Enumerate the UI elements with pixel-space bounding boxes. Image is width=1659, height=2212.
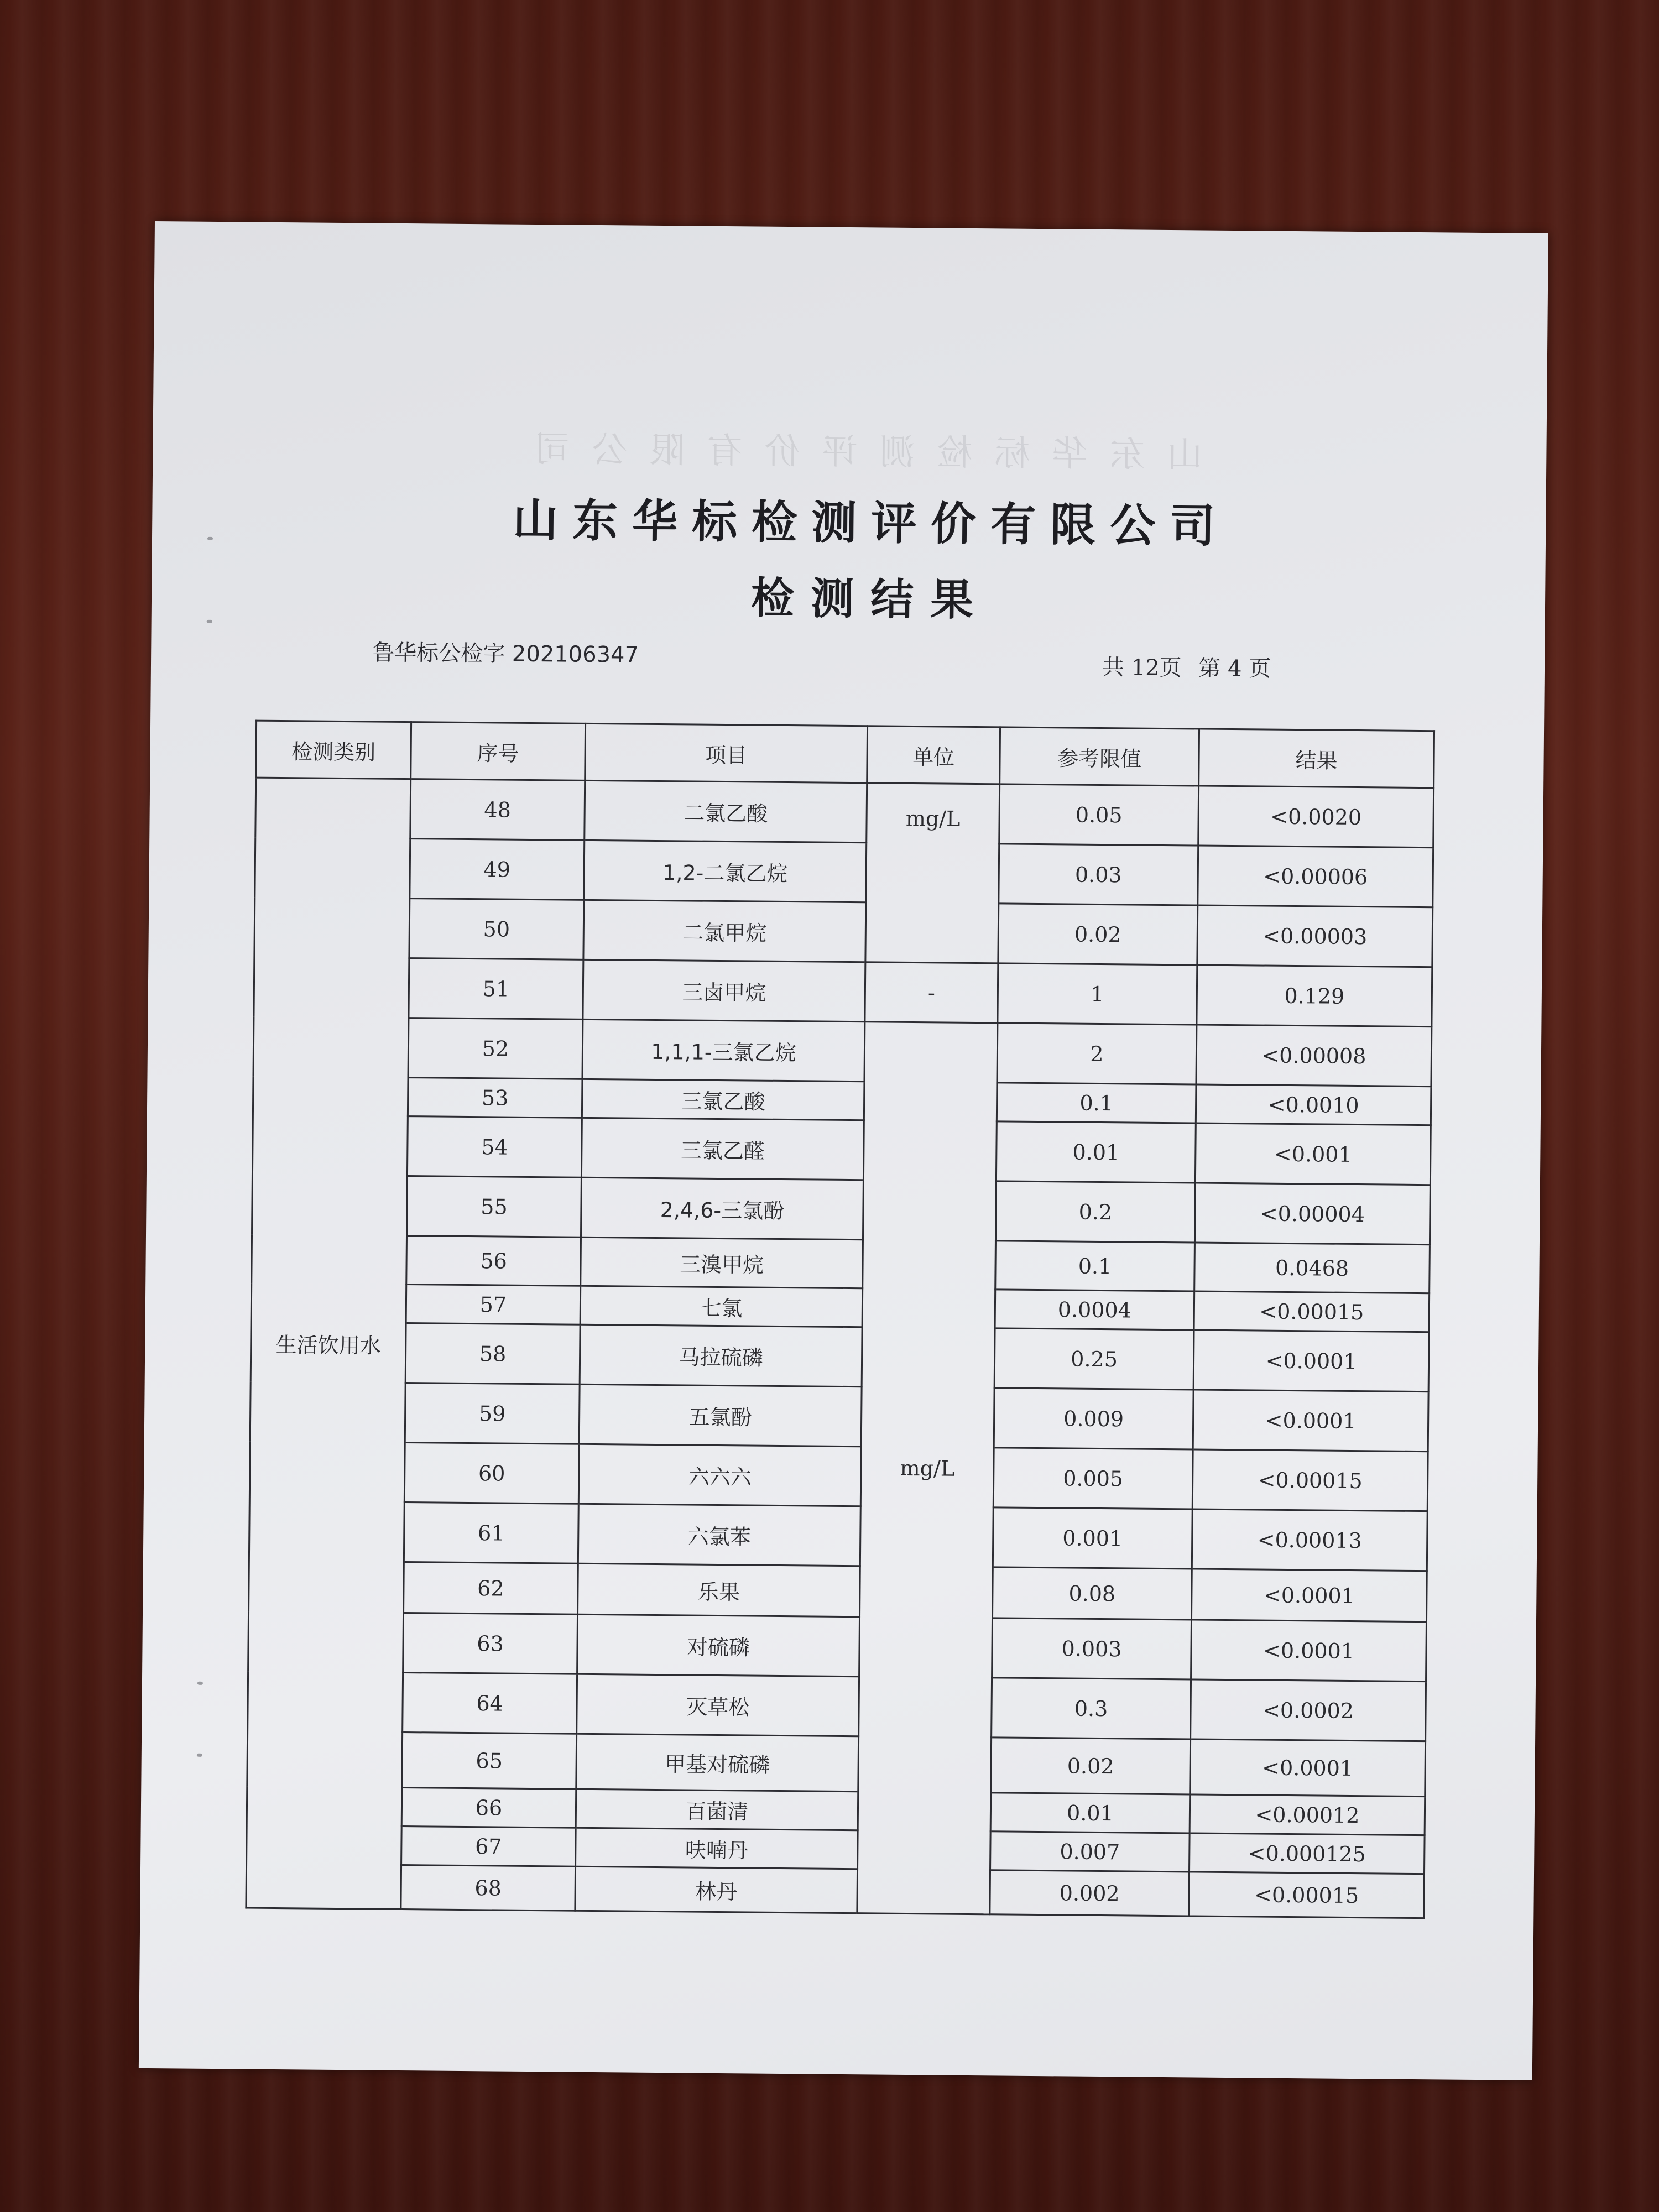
seq-cell: 68 bbox=[401, 1865, 576, 1911]
seq-cell: 64 bbox=[403, 1673, 577, 1734]
limit-cell: 0.1 bbox=[997, 1083, 1196, 1123]
results-table bbox=[245, 720, 1435, 1919]
table-row bbox=[247, 1731, 1426, 1797]
table-row bbox=[254, 957, 1432, 1027]
item-cell: 1,2-二氯乙烷 bbox=[584, 840, 867, 902]
item-cell: 六六六 bbox=[578, 1444, 861, 1506]
item-cell: 马拉硫磷 bbox=[580, 1324, 862, 1386]
page-info bbox=[1102, 650, 1281, 683]
company-title: 山东华标检测评价有限公司 bbox=[512, 494, 1230, 553]
punch-hole bbox=[207, 537, 213, 540]
category-cell: 生活饮用水 bbox=[246, 778, 411, 1909]
limit-cell: 0.001 bbox=[993, 1507, 1192, 1569]
punch-hole bbox=[197, 1754, 202, 1757]
report-number: 鲁华标公检字 202106347 bbox=[372, 640, 639, 668]
limit-cell: 0.02 bbox=[991, 1738, 1191, 1794]
table-row bbox=[248, 1611, 1427, 1682]
limit-cell: 0.002 bbox=[990, 1870, 1190, 1916]
item-cell: 百菌清 bbox=[576, 1789, 858, 1830]
header-item: 项目 bbox=[585, 723, 868, 782]
seq-cell: 63 bbox=[403, 1613, 578, 1674]
seq-cell: 61 bbox=[404, 1503, 578, 1564]
limit-cell: 0.005 bbox=[993, 1448, 1193, 1509]
result-cell: <0.00003 bbox=[1197, 905, 1433, 967]
limit-cell: 0.007 bbox=[990, 1832, 1190, 1872]
result-cell: <0.00013 bbox=[1192, 1509, 1427, 1571]
item-cell: 三氯乙酸 bbox=[582, 1079, 864, 1120]
limit-cell: 0.2 bbox=[995, 1181, 1195, 1243]
result-cell: <0.0002 bbox=[1191, 1679, 1426, 1741]
limit-cell: 0.08 bbox=[993, 1567, 1192, 1620]
limit-cell: 2 bbox=[997, 1023, 1197, 1084]
header-unit: 单位 bbox=[867, 726, 1000, 784]
result-cell: <0.0001 bbox=[1190, 1739, 1426, 1797]
result-cell: <0.0020 bbox=[1198, 786, 1434, 848]
result-cell: 0.129 bbox=[1197, 965, 1432, 1027]
result-cell: <0.00015 bbox=[1189, 1872, 1425, 1918]
item-cell: 对硫磷 bbox=[577, 1614, 860, 1676]
table-row bbox=[253, 1016, 1432, 1087]
limit-cell: 0.009 bbox=[994, 1388, 1193, 1449]
table-row bbox=[255, 837, 1433, 907]
item-cell: 六氯苯 bbox=[578, 1504, 860, 1566]
item-cell: 甲基对硫磷 bbox=[576, 1734, 859, 1791]
item-cell: 林丹 bbox=[575, 1866, 858, 1913]
seq-cell: 56 bbox=[406, 1236, 581, 1286]
seq-cell: 49 bbox=[410, 839, 585, 900]
page-total: 共 12页 bbox=[1102, 654, 1182, 681]
item-cell: 二氯甲烷 bbox=[583, 900, 866, 962]
report-title: 检测结果 bbox=[750, 573, 990, 626]
result-cell: <0.00012 bbox=[1190, 1794, 1425, 1835]
result-cell: <0.0001 bbox=[1193, 1330, 1429, 1392]
table-row bbox=[248, 1671, 1426, 1741]
limit-cell: 0.003 bbox=[992, 1618, 1192, 1679]
limit-cell: 0.1 bbox=[995, 1241, 1195, 1291]
item-cell: 1,1,1-三氯乙烷 bbox=[582, 1019, 865, 1081]
result-cell: <0.0001 bbox=[1191, 1620, 1427, 1682]
item-cell: 七氯 bbox=[580, 1286, 863, 1327]
table-header-row bbox=[256, 721, 1434, 788]
header-category: 检测类别 bbox=[256, 721, 411, 779]
item-cell: 呋喃丹 bbox=[576, 1828, 858, 1869]
punch-hole bbox=[197, 1682, 203, 1685]
seq-cell: 60 bbox=[404, 1443, 579, 1504]
seq-cell: 52 bbox=[408, 1018, 583, 1079]
table-row bbox=[249, 1441, 1428, 1511]
table-row bbox=[252, 1175, 1431, 1245]
item-cell: 2,4,6-三氯酚 bbox=[581, 1177, 863, 1239]
seq-cell: 66 bbox=[401, 1788, 576, 1828]
report-page bbox=[139, 221, 1548, 2080]
limit-cell: 0.0004 bbox=[995, 1290, 1194, 1330]
item-cell: 三溴甲烷 bbox=[581, 1237, 863, 1288]
item-cell: 灭草松 bbox=[577, 1674, 859, 1736]
result-cell: <0.0001 bbox=[1192, 1569, 1427, 1622]
page-current: 第 4 页 bbox=[1198, 655, 1271, 682]
header-result: 结果 bbox=[1199, 729, 1434, 788]
seq-cell: 53 bbox=[408, 1078, 582, 1118]
result-cell: <0.00008 bbox=[1196, 1025, 1432, 1087]
seq-cell: 54 bbox=[407, 1117, 582, 1178]
limit-cell: 0.01 bbox=[996, 1121, 1196, 1183]
result-cell: <0.0010 bbox=[1196, 1084, 1431, 1125]
seq-cell: 59 bbox=[405, 1383, 580, 1444]
result-cell: <0.00015 bbox=[1194, 1291, 1430, 1332]
result-cell: <0.001 bbox=[1195, 1123, 1431, 1185]
item-cell: 三氯乙醛 bbox=[581, 1118, 864, 1180]
seq-cell: 51 bbox=[409, 958, 583, 1020]
header-seq: 序号 bbox=[411, 722, 586, 781]
bleed-through-text: 山东华标检测评价有限公司 bbox=[512, 429, 1203, 476]
table-row bbox=[252, 1115, 1431, 1185]
limit-cell: 0.03 bbox=[999, 844, 1198, 905]
result-cell: <0.0001 bbox=[1193, 1390, 1428, 1452]
limit-cell: 0.25 bbox=[994, 1328, 1194, 1390]
table-row bbox=[255, 778, 1434, 848]
item-cell: 三卤甲烷 bbox=[583, 959, 865, 1021]
seq-cell: 48 bbox=[410, 779, 585, 841]
table-body bbox=[246, 778, 1434, 1918]
item-cell: 五氯酚 bbox=[579, 1384, 862, 1446]
table-row bbox=[249, 1501, 1427, 1571]
result-cell: <0.00004 bbox=[1194, 1183, 1430, 1245]
limit-cell: 0.3 bbox=[992, 1678, 1191, 1739]
table-row bbox=[254, 897, 1433, 967]
table-row bbox=[250, 1381, 1428, 1452]
unit-cell: - bbox=[865, 962, 998, 1023]
result-cell: <0.000125 bbox=[1190, 1833, 1425, 1874]
seq-cell: 67 bbox=[401, 1827, 576, 1867]
unit-cell: mg/L bbox=[865, 783, 1000, 963]
limit-cell: 0.02 bbox=[998, 904, 1198, 965]
unit-cell: mg/L bbox=[857, 1022, 998, 1914]
seq-cell: 62 bbox=[404, 1562, 578, 1615]
header-limit: 参考限值 bbox=[1000, 727, 1199, 786]
seq-cell: 50 bbox=[409, 899, 584, 960]
limit-cell: 1 bbox=[998, 963, 1197, 1025]
seq-cell: 55 bbox=[407, 1176, 582, 1238]
limit-cell: 0.01 bbox=[990, 1793, 1190, 1833]
result-cell: <0.00006 bbox=[1198, 846, 1433, 907]
item-cell: 二氯乙酸 bbox=[585, 780, 867, 842]
seq-cell: 65 bbox=[402, 1733, 577, 1790]
result-cell: 0.0468 bbox=[1194, 1243, 1430, 1293]
limit-cell: 0.05 bbox=[999, 784, 1199, 846]
result-cell: <0.00015 bbox=[1192, 1449, 1428, 1511]
seq-cell: 57 bbox=[406, 1285, 581, 1325]
table-row bbox=[251, 1322, 1429, 1392]
punch-hole bbox=[207, 620, 212, 623]
item-cell: 乐果 bbox=[578, 1563, 860, 1616]
seq-cell: 58 bbox=[405, 1323, 580, 1385]
